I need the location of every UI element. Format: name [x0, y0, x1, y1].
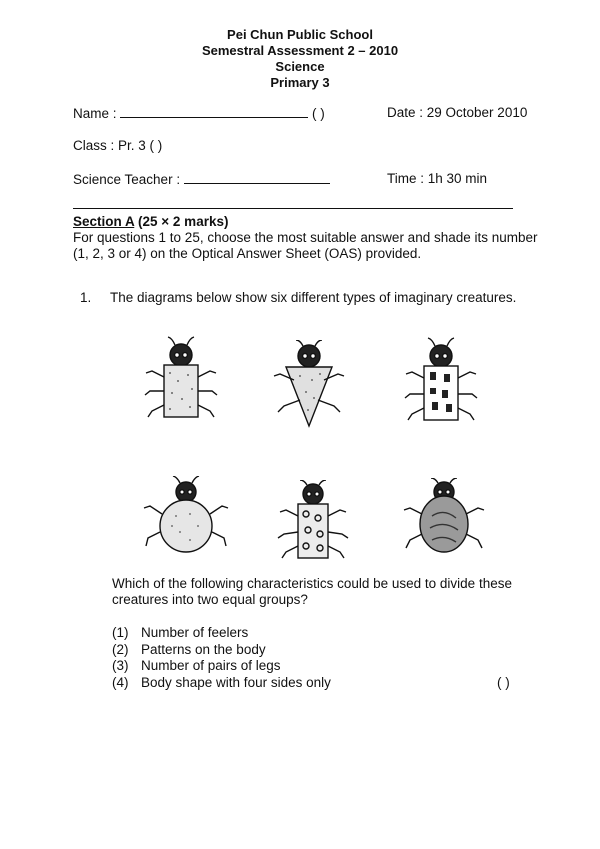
- name-label: Name :: [73, 106, 117, 121]
- header-divider: [73, 208, 513, 209]
- section-instruction: For questions 1 to 25, choose the most suitable answer and shade its number (1, 2, 3 or 4) on the Optical Answer Sheet (OAS) provided.: [73, 230, 538, 261]
- answer-options: [112, 625, 331, 691]
- rectangle-windows-creature: [400, 336, 482, 428]
- assessment-title: Semestral Assessment 2 – 2010: [201, 43, 399, 58]
- section-marks: (25 × 2 marks): [138, 214, 229, 229]
- option-3[interactable]: [112, 658, 331, 675]
- section-heading: [73, 214, 543, 230]
- question-prompt: Which of the following characteristics could be used to divide these creatures into two equal groups?: [112, 576, 512, 607]
- option-3-text: Number of pairs of legs: [141, 658, 281, 673]
- oval-creature: [398, 478, 490, 560]
- name-field: [73, 105, 325, 121]
- option-2-number: (2): [112, 641, 129, 657]
- name-index-paren: ( ): [312, 106, 325, 121]
- level-title: Primary 3: [270, 75, 330, 90]
- teacher-field: [73, 171, 330, 187]
- round-creature: [140, 476, 232, 558]
- option-2-text: Patterns on the body: [141, 641, 266, 657]
- option-1-text: Number of feelers: [141, 625, 249, 640]
- option-4-text: Body shape with four sides only: [141, 674, 331, 690]
- option-3-number: (3): [112, 658, 129, 673]
- teacher-blank[interactable]: [184, 171, 330, 184]
- option-2[interactable]: [112, 642, 331, 659]
- class-field: Class : Pr. 3 ( ): [73, 138, 163, 153]
- section-a: [73, 214, 543, 262]
- section-title: Section A: [73, 214, 135, 229]
- option-4-number: (4): [112, 674, 129, 690]
- date-field: Date : 29 October 2010: [387, 105, 528, 120]
- question-number: 1.: [80, 290, 92, 305]
- school-name: Pei Chun Public School: [227, 27, 373, 42]
- option-1[interactable]: [112, 625, 331, 642]
- answer-box[interactable]: ( ): [497, 675, 510, 690]
- rectangle-spots-creature: [272, 480, 354, 564]
- option-1-number: (1): [112, 625, 129, 640]
- subject-title: Science: [275, 59, 325, 74]
- option-4[interactable]: [112, 675, 331, 692]
- question-stem: The diagrams below show six different types of imaginary creatures.: [110, 290, 517, 305]
- square-creature: [140, 333, 222, 425]
- triangle-creature: [268, 340, 350, 432]
- name-blank[interactable]: [120, 105, 308, 118]
- teacher-label: Science Teacher :: [73, 172, 181, 187]
- time-field: Time : 1h 30 min: [387, 171, 488, 186]
